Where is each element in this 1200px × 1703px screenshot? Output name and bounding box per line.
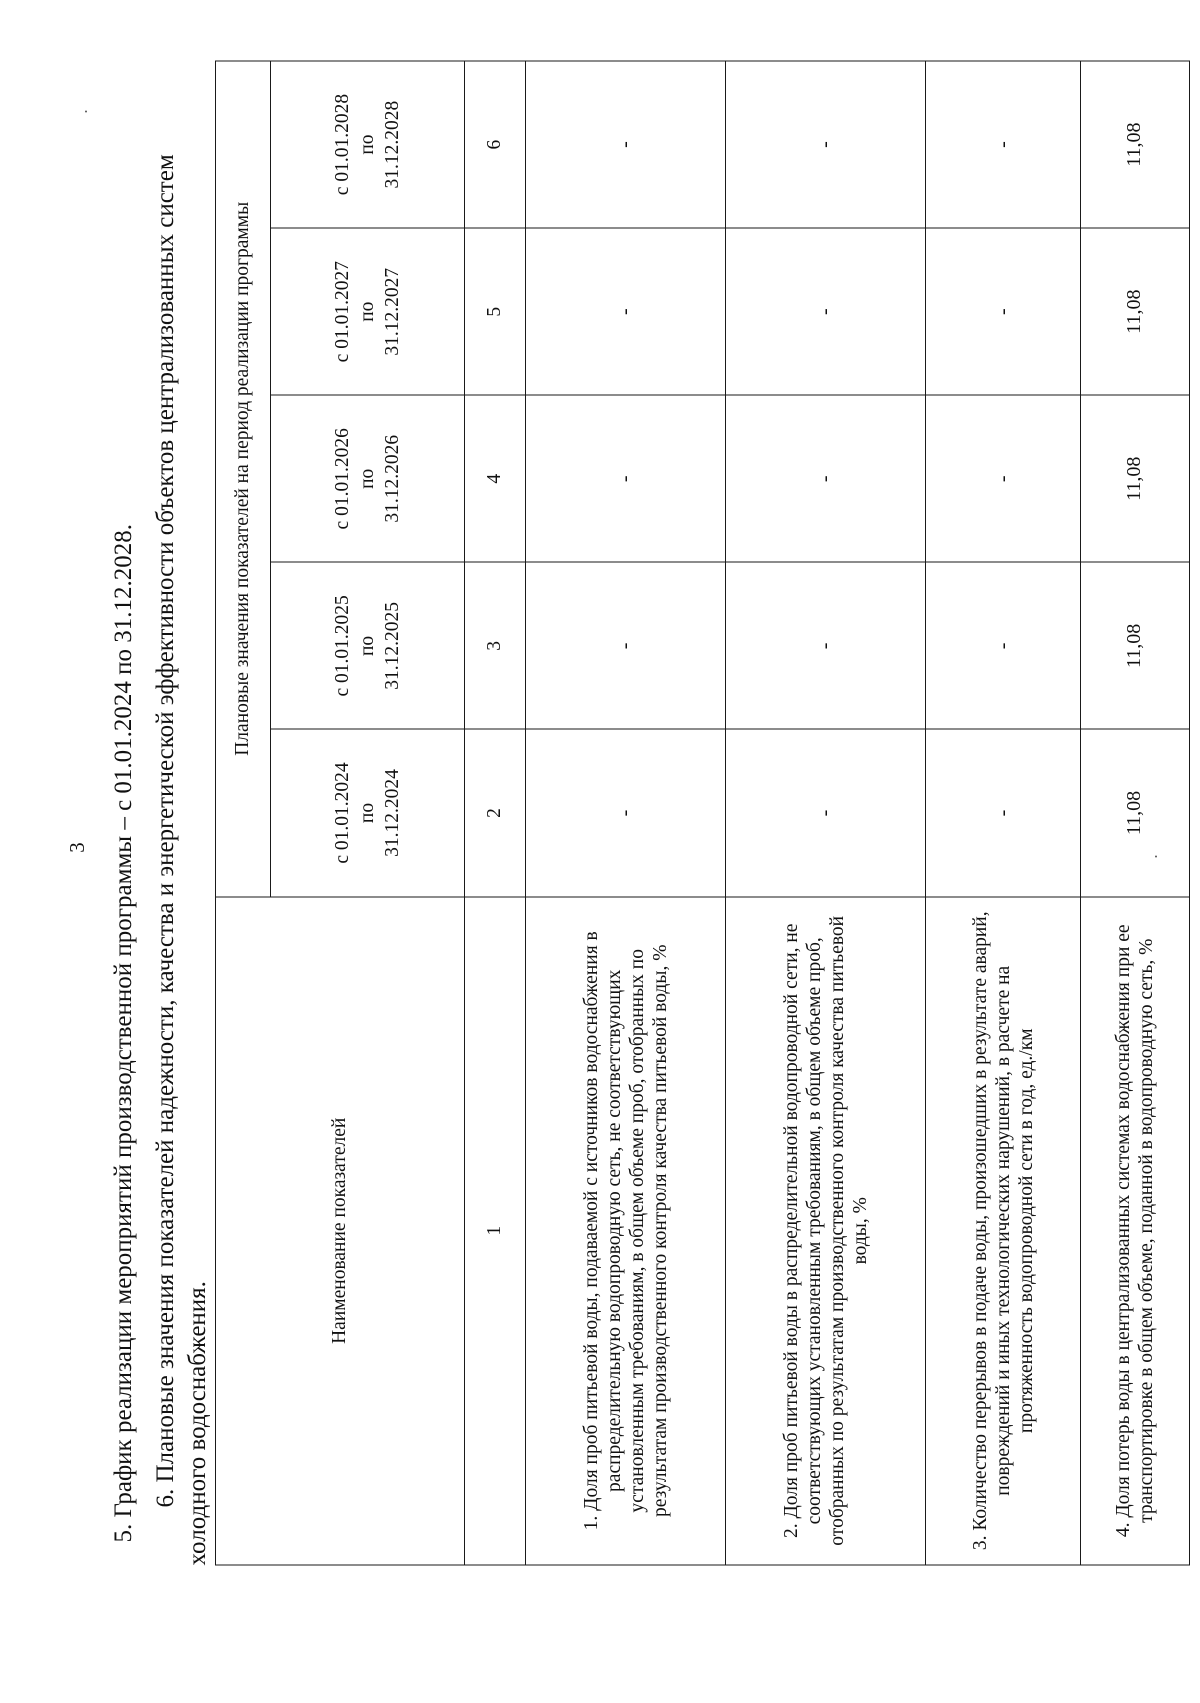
planned-values-header: Плановые значения показателей на период реализации программы bbox=[216, 61, 271, 897]
period-po: по bbox=[357, 301, 379, 322]
table-header-row bbox=[216, 61, 271, 1565]
value-cell: - bbox=[526, 228, 726, 395]
value-cell: 11,08 bbox=[1080, 395, 1189, 562]
period-header bbox=[271, 562, 465, 729]
value-cell: - bbox=[526, 729, 726, 896]
period-po: по bbox=[357, 802, 379, 824]
value-cell: - bbox=[726, 729, 926, 896]
period-po: по bbox=[357, 635, 379, 656]
period-to: 31.12.2025 bbox=[382, 602, 404, 690]
value-cell: - bbox=[726, 228, 926, 395]
period-to: 31.12.2027 bbox=[382, 267, 404, 356]
value-cell: 11,08 bbox=[1080, 729, 1189, 896]
table-row bbox=[1080, 61, 1189, 1565]
table-row bbox=[526, 61, 726, 1565]
indicator-name-header: Наименование показателей bbox=[216, 897, 465, 1565]
scan-speck bbox=[1155, 856, 1157, 858]
value-cell: 11,08 bbox=[1080, 562, 1189, 729]
section-5-heading: 5. График реализации мероприятий производственной программы – с 01.01.2024 по 31.12.2028. bbox=[110, 523, 137, 1543]
period-header bbox=[271, 395, 465, 562]
value-cell: - bbox=[526, 395, 726, 562]
table-row bbox=[926, 61, 1081, 1565]
indicator-name: 1. Доля проб питьевой воды, подаваемой с источников водоснабжения в распределительную водопроводную сеть, не соответствующих установленным требованиям, в общем объеме проб, отобранных по результатам производственного контроля качества питьевой воды, % bbox=[526, 897, 726, 1565]
period-from: с 01.01.2025 bbox=[332, 595, 354, 697]
value-cell: - bbox=[926, 61, 1081, 228]
period-header bbox=[271, 729, 465, 896]
column-number: 6 bbox=[465, 61, 526, 228]
period-from: с 01.01.2027 bbox=[332, 261, 354, 363]
period-to: 31.12.2028 bbox=[382, 100, 404, 189]
value-cell: - bbox=[926, 228, 1081, 395]
value-cell: 11,08 bbox=[1080, 61, 1189, 228]
indicator-name: 2. Доля проб питьевой воды в распределительной водопроводной сети, не соответствующих установленным требованиям, в общем объеме проб, отобранных по результатам производственного контроля качества питьевой воды, % bbox=[726, 897, 926, 1565]
page-number: 3 bbox=[65, 842, 89, 853]
value-cell: - bbox=[726, 395, 926, 562]
section-6-heading: 6. Плановые значения показателей надежности, качества и энергетической эффективности объектов централизованных систем холодного водоснабжения. bbox=[152, 154, 211, 1566]
table-row bbox=[726, 61, 926, 1565]
indicator-name: 3. Количество перерывов в подаче воды, произошедших в результате аварий, повреждений и иных технологических нарушений, в расчете на протяженность водопроводной сети в год, ед./км bbox=[926, 897, 1081, 1565]
value-cell: 11,08 bbox=[1080, 228, 1189, 395]
period-from: с 01.01.2026 bbox=[332, 428, 354, 530]
column-number: 4 bbox=[465, 395, 526, 562]
period-to: 31.12.2024 bbox=[382, 769, 404, 857]
value-cell: - bbox=[926, 562, 1081, 729]
period-po: по bbox=[357, 134, 379, 155]
column-number: 2 bbox=[465, 729, 526, 896]
scan-speck bbox=[85, 111, 87, 113]
period-from: с 01.01.2028 bbox=[332, 93, 354, 196]
value-cell: - bbox=[726, 562, 926, 729]
period-header bbox=[271, 228, 465, 395]
indicator-name: 4. Доля потерь воды в централизованных системах водоснабжения при ее транспортировке в общем объеме, поданной в водопроводную сеть, % bbox=[1080, 897, 1189, 1565]
period-po: по bbox=[357, 468, 379, 489]
period-from: с 01.01.2024 bbox=[332, 762, 354, 864]
column-number: 5 bbox=[465, 228, 526, 395]
column-number-row bbox=[465, 61, 526, 1565]
indicators-table bbox=[215, 61, 1190, 1566]
value-cell: - bbox=[926, 729, 1081, 896]
value-cell: - bbox=[526, 562, 726, 729]
period-to: 31.12.2026 bbox=[382, 434, 404, 523]
value-cell: - bbox=[526, 61, 726, 228]
period-header bbox=[271, 61, 465, 228]
value-cell: - bbox=[926, 395, 1081, 562]
value-cell: - bbox=[726, 61, 926, 228]
column-number: 3 bbox=[465, 562, 526, 729]
column-number: 1 bbox=[465, 897, 526, 1565]
